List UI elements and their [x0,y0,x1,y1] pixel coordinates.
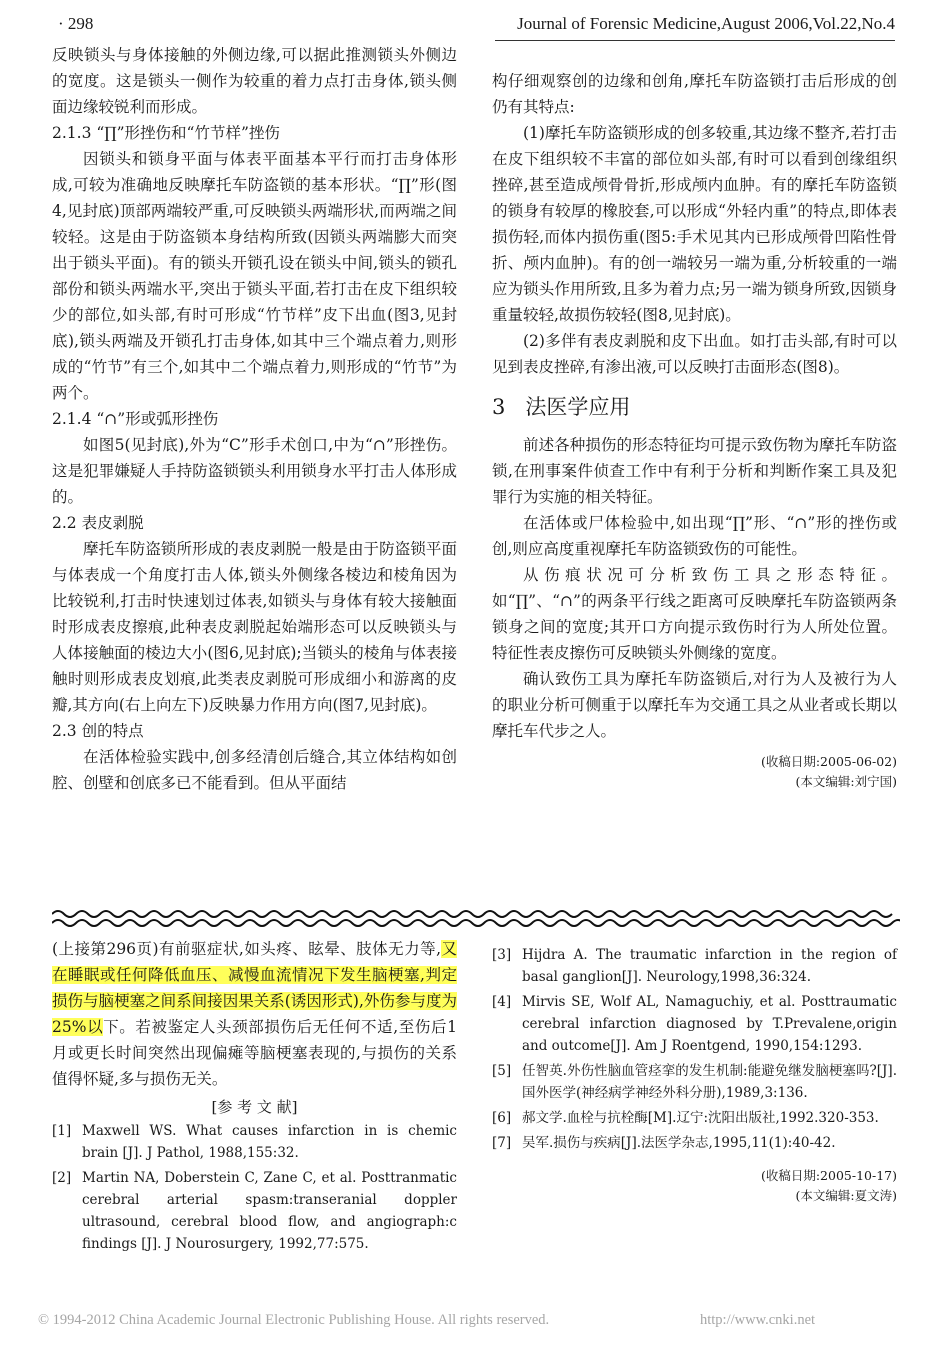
left-column [52,42,457,796]
paragraph: (1)摩托车防盗锁形成的创多较重,其边缘不整齐,若打击在皮下组织较不丰富的部位如头部,有时可以看到创缘组织挫碎,甚至造成颅骨骨折,形成颅内血肿。有的摩托车防盗锁的锁身有较厚的橡胶套,可以形成“外轻内重”的特点,即体表损伤轻,而体内损伤重(图5:手术见其内已形成颅骨凹陷性骨折、颅内血肿)。有的创一端较另一端为重,分析较重的一端应为锁头作用所致,且多为着力点;另一端为锁身所致,因锁身重量较轻,故损伤较轻(图8,见封底)。 [492,124,897,324]
copyright-notice: © 1994-2012 China Academic Journal Electronic Publishing House. All rights reserved. [38,1312,550,1328]
reference-text: 任智英.外伤性脑血管痉挛的发生机制:能避免继发脑梗塞吗?[J].国外医学(神经病学神经外科分册),1989,3:136. [522,1063,897,1101]
paragraph: (2)多伴有表皮剥脱和皮下出血。如打击头部,有时可以见到表皮挫碎,有渗出液,可以反映打击面形态(图8)。 [492,332,897,376]
reference-list [52,1120,457,1255]
reference-item [492,1107,897,1129]
paragraph: 反映锁头与身体接触的外侧边缘,可以据此推测锁头外侧边的宽度。这是锁头一侧作为较重的着力点打击身体,锁头侧面边缘较锐利而形成。 [52,46,457,116]
continuation-text-end: 下。若被鉴定人头颈部损伤后无任何不适,至伤后1月或更长时间突然出现偏瘫等脑梗塞表现的,与损伤的关系值得怀疑,多与损伤无关。 [52,1018,457,1088]
paragraph: 如图5(见封底),外为“C”形手术创口,中为“∩”形挫伤。这是犯罪嫌疑人手持防盗锁锁头利用锁身水平打击人体形成的。 [52,436,457,506]
reference-text: Mirvis SE, Wolf AL, Namaguchiy, et al. Posttraumatic cerebral infarction diagnosed by T.Prevalene,origin and outcome[J]. Am J Roentgend, 1990,154:1293. [522,994,897,1054]
page-number: · 298 [58,14,94,33]
reference-text: Maxwell WS. What causes infarction in is chemic brain [J]. J Pathol, 1988,155:32. [82,1123,457,1161]
section-heading: 2.1.3 “∏”形挫伤和“竹节样”挫伤 [52,124,280,142]
reference-text: 郝文学.血栓与抗栓酶[M].辽宁:沈阳出版社,1992.320-353. [522,1110,879,1126]
reference-text: Hijdra A. The traumatic infarction in the region of basal ganglion[J]. Neurology,1998,36:324. [522,947,897,985]
wave-line [52,920,900,926]
reference-number: [7] [492,1135,512,1151]
reference-item [492,1132,897,1154]
reference-number: [5] [492,1063,512,1079]
lower-left-column [52,936,457,1258]
reference-number: [1] [52,1123,72,1139]
section-heading: 2.2 表皮剥脱 [52,514,144,532]
received-date: (收稿日期:2005-06-02) [760,754,897,769]
paragraph: 因锁头和锁身平面与体表平面基本平行而打击身体形成,可较为准确地反映摩托车防盗锁的基本形状。“∏”形(图4,见封底)顶部两端较严重,可反映锁头两端形状,而两端之间较轻。这是由于防盗锁本身结构所致(因锁头两端膨大而突出于锁头平面)。有的锁头开锁孔设在锁头中间,锁头的锁孔部份和锁头两端水平,突出于锁头平面,若打击在皮下组织较少的部位,如头部,有时可形成“竹节样”皮下出血(图3,见封底),锁头两端及开锁孔打击身体,如其中三个端点着力,则形成的“竹节”有三个,如其中二个端点着力,则形成的“竹节”为两个。 [52,150,457,402]
paragraph: 在活体或尸体检验中,如出现“∏”形、“∩”形的挫伤或创,则应高度重视摩托车防盗锁致伤的可能性。 [492,514,897,558]
header-rule [495,40,895,41]
reference-text: Martin NA, Doberstein C, Zane C, et al. Posttranmatic cerebral arterial spasm:transeranial doppler ultrasound, cerebral blood flow, and angiograph:c findings [J]. J Nourosurgery, 1992,77:575. [82,1170,457,1252]
section-title: 法医学应用 [525,395,631,419]
continuation-paragraph [52,936,457,1092]
reference-item [492,1060,897,1104]
received-date: (收稿日期:2005-10-17) [760,1168,897,1183]
reference-item [492,944,897,988]
editor-note: (本文编辑:刘宁国) [795,774,897,789]
paragraph: 从伤痕状况可分析致伤工具之形态特征。如“∏”、“∩”的两条平行线之距离可反映摩托车防盗锁两条锁身之间的宽度;其开口方向提示致伤时行为人所处位置。特征性表皮擦伤可反映锁头外侧缘的宽度。 [492,566,897,662]
right-column [492,68,897,792]
paragraph: 构仔细观察创的边缘和创角,摩托车防盗锁打击后形成的创仍有其特点: [492,72,897,116]
section-heading: 2.3 创的特点 [52,722,144,740]
reference-text: 吴军.损伤与疾病[J].法医学杂志,1995,11(1):40-42. [522,1135,836,1151]
reference-item [52,1120,457,1164]
lower-right-column [492,944,897,1206]
highlighted-text: 又在睡眠或任何降低血压、减慢血流情况下发生脑梗塞,判定损伤与脑梗塞之间系间接因果关系(诱因形式),外伤参与度为25%以 [52,940,457,1036]
reference-item [52,1167,457,1255]
reference-number: [6] [492,1110,512,1126]
paragraph: 确认致伤工具为摩托车防盗锁后,对行为人及被行为人的职业分析可侧重于以摩托车为交通工具之从业者或长期以摩托车代步之人。 [492,670,897,740]
section-number: 3 [492,395,506,419]
reference-number: [3] [492,947,512,963]
paragraph: 摩托车防盗锁所形成的表皮剥脱一般是由于防盗锁平面与体表成一个角度打击人体,锁头外侧缘各棱边和棱角因为比较锐利,打击时快速划过体表,如锁头与身体有较大接触面时形成表皮擦痕,此种表皮剥脱起始端形态可以反映锁头与人体接触面的棱边大小(图6,见封底);当锁头的棱角与体表接触时则形成表皮划痕,此类表皮剥脱可形成细小和游离的皮瓣,其方向(右上向左下)反映暴力作用方向(图7,见封底)。 [52,540,457,714]
journal-header: Journal of Forensic Medicine,August 2006,Vol.22,No.4 [517,14,895,33]
footer-url[interactable]: http://www.cnki.net [700,1312,816,1328]
editor-note: (本文编辑:夏文涛) [795,1188,897,1203]
paragraph: 在活体检验实践中,创多经清创后缝合,其立体结构如创腔、创壁和创底多已不能看到。但从平面结 [52,748,457,792]
continuation-text: (上接第296页)有前驱症状,如头疼、眩晕、肢体无力等, [52,940,441,958]
wave-line [52,911,892,917]
wavy-separator [52,906,900,932]
paragraph: 前述各种损伤的形态特征均可提示致伤物为摩托车防盗锁,在刑事案件侦查工作中有利于分析和判断作案工具及犯罪行为实施的相关特征。 [492,436,897,506]
references-title: [参 考 文 献] [211,1098,298,1116]
reference-number: [2] [52,1170,72,1186]
section-heading-3 [492,392,897,422]
reference-number: [4] [492,994,512,1010]
section-heading: 2.1.4 “∩”形或弧形挫伤 [52,410,219,428]
reference-item [492,991,897,1057]
